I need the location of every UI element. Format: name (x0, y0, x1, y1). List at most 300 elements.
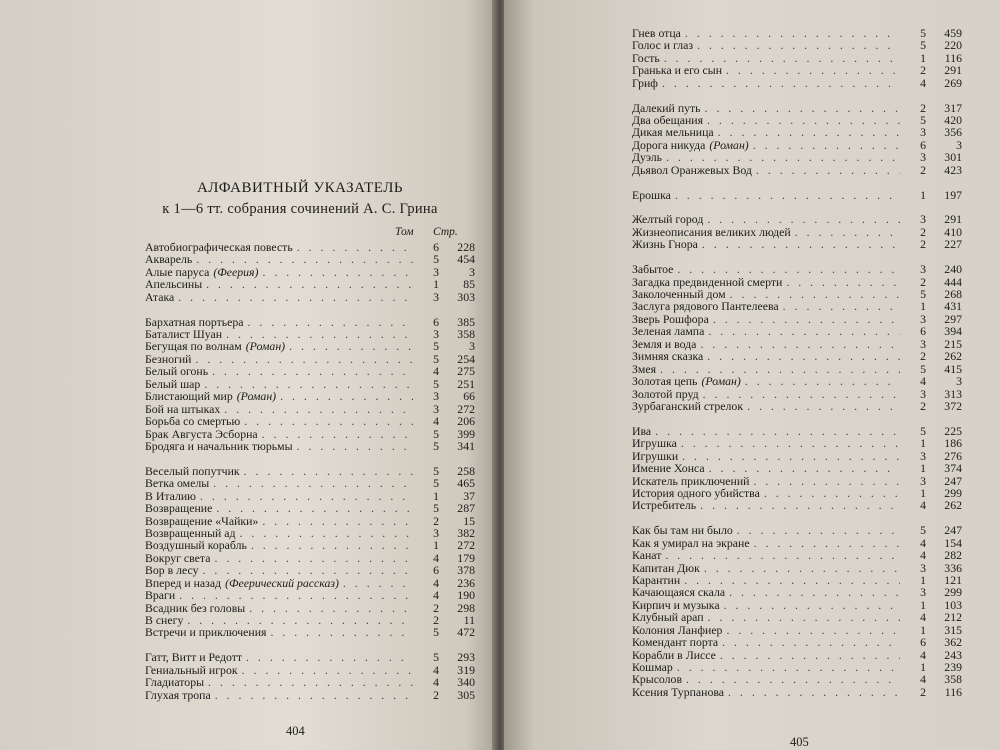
index-list-right (632, 27, 962, 711)
entry-page: 272 (457, 401, 475, 416)
entry-title: Ива (632, 423, 652, 438)
index-entry (632, 437, 962, 449)
index-entry (632, 238, 962, 250)
dot-leader (200, 490, 413, 502)
index-entry (632, 686, 962, 698)
entry-volume: 3 (920, 585, 926, 600)
entry-title: Апельсины (145, 277, 203, 292)
index-entry (632, 611, 962, 623)
entry-page: 301 (944, 150, 962, 165)
entry-page: 247 (944, 523, 962, 538)
entry-page: 378 (457, 563, 475, 578)
entry-title: Заслуга рядового Пантелеева (632, 299, 779, 314)
entry-title: Акварель (145, 252, 193, 267)
entry-volume: 3 (920, 336, 926, 351)
index-entry (632, 462, 962, 474)
entry-title: В снегу (145, 613, 184, 628)
entry-page: 116 (944, 50, 962, 65)
entry-volume: 5 (920, 113, 926, 128)
entry-volume: 4 (920, 647, 926, 662)
entry-volume: 2 (920, 398, 926, 413)
dot-leader (246, 651, 413, 663)
entry-title: Желтый город (632, 212, 704, 227)
entry-volume: 1 (920, 660, 926, 675)
entry-volume: 6 (433, 563, 439, 578)
entry-page: 116 (944, 684, 962, 699)
entry-page: 362 (944, 635, 962, 650)
dot-leader (270, 626, 413, 638)
entry-volume: 2 (920, 162, 926, 177)
entry-page: 358 (457, 327, 475, 342)
dot-leader (713, 313, 900, 325)
entry-page: 3 (469, 339, 475, 354)
entry-page: 315 (944, 622, 962, 637)
entry-volume: 3 (433, 389, 439, 404)
entry-volume: 4 (920, 75, 926, 90)
entry-title: Земля и вода (632, 336, 697, 351)
entry-title: Белый шар (145, 376, 201, 391)
dot-leader (213, 477, 413, 489)
dot-leader (249, 602, 413, 614)
right-page (504, 0, 1000, 750)
entry-volume: 4 (920, 535, 926, 550)
entry-volume: 3 (920, 311, 926, 326)
entry-volume: 3 (920, 212, 926, 227)
dot-leader (214, 552, 413, 564)
entry-page: 472 (457, 625, 475, 640)
dot-leader (754, 537, 900, 549)
entry-title: Дьявол Оранжевых Вод (632, 162, 752, 177)
index-group (632, 189, 962, 201)
entry-title: Борьба со смертью (145, 414, 241, 429)
entry-title: В Италию (145, 488, 196, 503)
dot-leader (753, 475, 900, 487)
entry-volume: 2 (920, 237, 926, 252)
dot-leader (702, 238, 900, 250)
entry-page: 299 (944, 485, 962, 500)
entry-page: 297 (944, 311, 962, 326)
entry-page: 374 (944, 461, 962, 476)
entry-title: Дуэль (632, 150, 663, 165)
entry-volume: 2 (433, 600, 439, 615)
dot-leader (753, 139, 900, 151)
dot-leader (179, 589, 413, 601)
index-entry (145, 502, 475, 514)
index-entry (145, 415, 475, 427)
index-entry (632, 263, 962, 275)
entry-page: 236 (457, 575, 475, 590)
dot-leader (697, 39, 900, 51)
entry-page: 3 (469, 264, 475, 279)
dot-leader (224, 403, 413, 415)
dot-leader (786, 276, 900, 288)
entry-page: 15 (463, 513, 475, 528)
entry-title: Жизнь Гнора (632, 237, 698, 252)
entry-page: 254 (457, 351, 475, 366)
entry-volume: 5 (433, 501, 439, 516)
entry-volume: 3 (433, 289, 439, 304)
entry-volume: 5 (920, 287, 926, 301)
entry-volume: 2 (920, 100, 926, 115)
entry-title: Ксения Турпанова (632, 684, 725, 699)
dot-leader (728, 686, 900, 698)
entry-volume: 1 (433, 277, 439, 292)
entry-page: 287 (457, 501, 475, 516)
entry-page: 206 (457, 414, 475, 429)
entry-volume: 4 (433, 550, 439, 565)
entry-page: 415 (944, 361, 962, 376)
entry-page: 3 (956, 374, 962, 389)
entry-page: 228 (457, 240, 475, 254)
entry-genre-note: (Роман) (236, 389, 277, 404)
dot-leader (722, 636, 900, 648)
index-entry (632, 64, 962, 76)
entry-title: Золотой пруд (632, 386, 699, 401)
index-entry (632, 425, 962, 437)
entry-volume: 3 (920, 560, 926, 575)
entry-title: Белый огонь (145, 364, 209, 379)
entry-volume: 4 (433, 414, 439, 429)
index-entry (145, 564, 475, 576)
entry-page: 399 (457, 426, 475, 441)
dot-leader (280, 390, 413, 402)
entry-title: Загадка предвиденной смерти (632, 274, 783, 289)
entry-title: Гнев отца (632, 26, 681, 40)
dot-leader (707, 350, 900, 362)
entry-volume: 5 (433, 376, 439, 391)
index-entry (145, 253, 475, 265)
entry-page: 356 (944, 125, 962, 140)
dot-leader (212, 365, 413, 377)
dot-leader (208, 676, 413, 688)
entry-page: 66 (463, 389, 475, 404)
entry-volume: 5 (433, 426, 439, 441)
entry-genre-note: (Роман) (245, 339, 286, 354)
entry-title: Вперед и назад (145, 575, 222, 590)
index-entry (145, 676, 475, 688)
entry-volume: 5 (433, 252, 439, 267)
column-header-volume: Том (395, 226, 414, 238)
dot-leader (244, 465, 413, 477)
entry-volume: 4 (920, 498, 926, 513)
entry-page: 179 (457, 550, 475, 565)
entry-title: Зверь Рошфора (632, 311, 709, 326)
dot-leader (707, 213, 900, 225)
entry-volume: 5 (433, 438, 439, 453)
entry-page: 282 (944, 548, 962, 563)
entry-title: Возвращение (145, 501, 213, 516)
entry-volume: 6 (433, 314, 439, 329)
entry-title: Безногий (145, 351, 192, 366)
entry-title: Гранька и его сын (632, 63, 723, 78)
dot-leader (726, 64, 900, 76)
dot-leader (709, 462, 900, 474)
entry-volume: 6 (920, 635, 926, 650)
index-entry (632, 375, 962, 387)
entry-volume: 3 (433, 525, 439, 540)
entry-title: Карантин (632, 572, 681, 587)
dot-leader (178, 291, 413, 303)
entry-page: 275 (457, 364, 475, 379)
dot-leader (681, 437, 900, 449)
entry-title: Капитан Дюк (632, 560, 700, 575)
index-entry (145, 577, 475, 589)
dot-leader (662, 77, 900, 89)
dot-leader (666, 151, 900, 163)
column-header-page: Стр. (433, 226, 458, 238)
index-group (632, 524, 962, 698)
entry-title: Атака (145, 289, 175, 304)
entry-title: Воздушный корабль (145, 538, 247, 553)
dot-leader (707, 114, 900, 126)
entry-title: Кирпич и музыка (632, 597, 720, 612)
entry-page: 212 (944, 610, 962, 625)
entry-volume: 1 (920, 485, 926, 500)
entry-volume: 4 (433, 364, 439, 379)
entry-page: 454 (457, 252, 475, 267)
entry-volume: 4 (433, 675, 439, 690)
entry-volume: 2 (433, 513, 439, 528)
entry-volume: 2 (433, 687, 439, 702)
entry-page: 420 (944, 113, 962, 128)
dot-leader (700, 499, 900, 511)
dot-leader (297, 241, 413, 253)
entry-volume: 1 (920, 436, 926, 451)
entry-volume: 1 (920, 187, 926, 202)
entry-page: 340 (457, 675, 475, 690)
entry-title: Имение Хонса (632, 461, 705, 476)
entry-volume: 1 (920, 597, 926, 612)
dot-leader (248, 316, 413, 328)
index-group (632, 425, 962, 512)
entry-page: 319 (457, 662, 475, 677)
index-entry (632, 350, 962, 362)
entry-volume: 5 (433, 351, 439, 366)
entry-title: Гладиаторы (145, 675, 205, 690)
entry-title: Глухая тропа (145, 687, 211, 702)
dot-leader (244, 415, 413, 427)
entry-title: Возвращение «Чайки» (145, 513, 259, 528)
dot-leader (724, 599, 900, 611)
dot-leader (262, 266, 413, 278)
index-group (632, 213, 962, 250)
entry-title: Баталист Шуан (145, 327, 223, 342)
index-entry (632, 151, 962, 163)
entry-title: Как я умирал на экране (632, 535, 750, 550)
entry-title: Враги (145, 588, 176, 603)
entry-volume: 3 (920, 125, 926, 140)
entry-title: Заколоченный дом (632, 287, 726, 301)
entry-title: Ерошка (632, 187, 671, 202)
entry-title: Комендант порта (632, 635, 719, 650)
entry-volume: 1 (920, 461, 926, 476)
entry-page: 276 (944, 448, 962, 463)
index-entry (145, 390, 475, 402)
entry-title: Как бы там ни было (632, 523, 733, 538)
dot-leader (251, 539, 413, 551)
entry-title: Змея (632, 361, 657, 376)
entry-page: 298 (457, 600, 475, 615)
entry-page: 317 (944, 100, 962, 115)
dot-leader (708, 325, 900, 337)
dot-leader (737, 524, 900, 536)
entry-volume: 5 (433, 650, 439, 665)
index-group (632, 27, 962, 89)
entry-title: Игрушка (632, 436, 677, 451)
entry-title: Встречи и приключения (145, 625, 267, 640)
entry-volume: 6 (920, 324, 926, 339)
index-entry (632, 139, 962, 151)
entry-volume: 3 (920, 386, 926, 401)
entry-page: 37 (463, 488, 475, 503)
entry-page: 3 (956, 137, 962, 152)
entry-page: 268 (944, 287, 962, 301)
entry-page: 272 (457, 538, 475, 553)
entry-title: Гатт, Витт и Редотт (145, 650, 243, 665)
entry-volume: 2 (920, 684, 926, 699)
dot-leader (726, 624, 900, 636)
dot-leader (756, 164, 900, 176)
entry-volume: 4 (433, 575, 439, 590)
dot-leader (675, 189, 900, 201)
dot-leader (196, 353, 414, 365)
dot-leader (297, 440, 413, 452)
index-entry (145, 241, 475, 253)
entry-page: 291 (944, 212, 962, 227)
entry-title: Бой на штыках (145, 401, 221, 416)
entry-volume: 4 (433, 662, 439, 677)
entry-volume: 5 (920, 38, 926, 53)
entry-title: Канат (632, 548, 662, 563)
entry-volume: 4 (920, 374, 926, 389)
index-entry (632, 164, 962, 176)
entry-title: Гриф (632, 75, 658, 90)
page-number-left: 404 (286, 724, 305, 738)
entry-page: 269 (944, 75, 962, 90)
index-entry (632, 549, 962, 561)
index-group (145, 241, 475, 303)
index-entry (632, 77, 962, 89)
dot-leader (747, 400, 900, 412)
entry-title: Клубный арап (632, 610, 704, 625)
entry-title: Жизнеописания великих людей (632, 224, 791, 239)
entry-volume: 2 (920, 63, 926, 78)
index-entry (632, 562, 962, 574)
entry-genre-note: (Феерический рассказ) (225, 575, 339, 590)
entry-page: 154 (944, 535, 962, 550)
index-entry (145, 689, 475, 701)
entry-title: Автобиографическая повесть (145, 240, 293, 254)
entry-title: История одного убийства (632, 485, 760, 500)
entry-page: 382 (457, 525, 475, 540)
entry-volume: 3 (433, 401, 439, 416)
entry-page: 358 (944, 672, 962, 687)
entry-title: Веселый попутчик (145, 463, 240, 478)
entry-title: Гениальный игрок (145, 662, 238, 677)
entry-title: Забытое (632, 262, 674, 277)
dot-leader (343, 577, 413, 589)
entry-page: 186 (944, 436, 962, 451)
index-entry (632, 586, 962, 598)
entry-volume: 5 (433, 463, 439, 478)
entry-title: Вор в лесу (145, 563, 199, 578)
index-group (145, 651, 475, 701)
dot-leader (795, 226, 900, 238)
index-entry (632, 499, 962, 511)
entry-volume: 4 (433, 588, 439, 603)
dot-leader (677, 661, 900, 673)
entry-volume: 1 (433, 538, 439, 553)
entry-volume: 4 (920, 672, 926, 687)
entry-page: 197 (944, 187, 962, 202)
entry-page: 220 (944, 38, 962, 53)
dot-leader (745, 375, 900, 387)
entry-title: Вокруг света (145, 550, 211, 565)
index-entry (145, 539, 475, 551)
entry-page: 465 (457, 476, 475, 491)
entry-title: Всадник без головы (145, 600, 246, 615)
index-entry (632, 649, 962, 661)
entry-volume: 5 (433, 476, 439, 491)
dot-leader (262, 515, 413, 527)
index-entry (145, 626, 475, 638)
entry-page: 121 (944, 572, 962, 587)
dot-leader (677, 263, 900, 275)
entry-genre-note: (Роман) (709, 137, 749, 152)
entry-page: 394 (944, 324, 962, 339)
entry-page: 459 (944, 26, 962, 40)
index-list-left (145, 241, 475, 713)
entry-volume: 2 (920, 274, 926, 289)
dot-leader (685, 27, 900, 39)
entry-page: 247 (944, 473, 962, 488)
entry-title: Бродяга и начальник тюрьмы (145, 438, 293, 453)
entry-volume: 3 (920, 262, 926, 277)
entry-title: Голос и глаз (632, 38, 694, 53)
entry-page: 85 (463, 277, 475, 292)
entry-title: Бархатная портьера (145, 314, 244, 329)
entry-page: 372 (944, 398, 962, 413)
dot-leader (720, 649, 900, 661)
entry-page: 243 (944, 647, 962, 662)
entry-title: Зурбаганский стрелок (632, 398, 744, 413)
entry-page: 299 (944, 585, 962, 600)
entry-title: Корабли в Лиссе (632, 647, 716, 662)
index-entry (145, 651, 475, 663)
entry-title: Крысолов (632, 672, 683, 687)
entry-volume: 4 (920, 610, 926, 625)
entry-title: Далекий путь (632, 100, 701, 115)
index-entry (145, 440, 475, 452)
entry-page: 291 (944, 63, 962, 78)
dot-leader (206, 278, 413, 290)
index-entry (632, 213, 962, 225)
entry-volume: 2 (920, 224, 926, 239)
index-entry (145, 340, 475, 352)
dot-leader (704, 562, 900, 574)
index-entry (145, 291, 475, 303)
index-entry (145, 365, 475, 377)
entry-volume: 3 (433, 264, 439, 279)
entry-page: 313 (944, 386, 962, 401)
page-number-right: 405 (790, 735, 809, 749)
entry-volume: 5 (920, 423, 926, 438)
index-entry (632, 524, 962, 536)
entry-page: 240 (944, 262, 962, 277)
entry-page: 262 (944, 349, 962, 364)
entry-page: 225 (944, 423, 962, 438)
entry-title: Дикая мельница (632, 125, 714, 140)
